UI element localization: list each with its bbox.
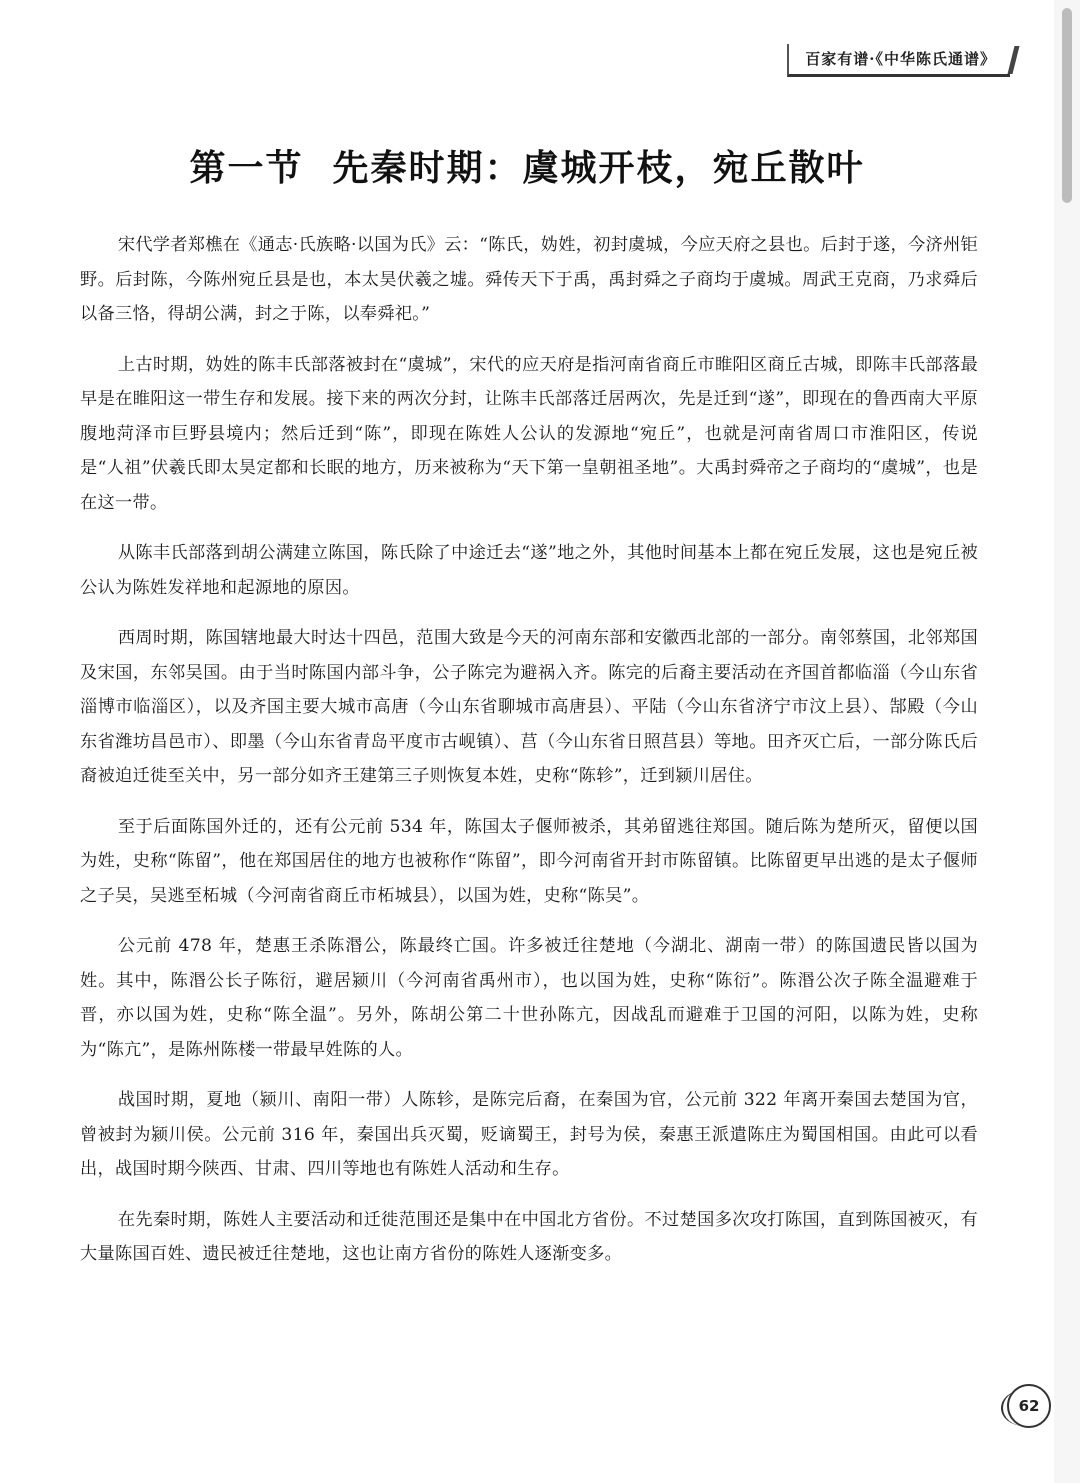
paragraph: 战国时期，夏地（颍川、南阳一带）人陈轸，是陈完后裔，在秦国为官，公元前 322 年离开秦国去楚国为官，曾被封为颍川侯。公元前 316 年，秦国出兵灭蜀，贬谪蜀王，封号为侯，秦惠王派遣陈庄为蜀国相国。由此可以看出，战国时期今陕西、甘肃、四川等地也有陈姓人活动和生存。	[80, 1090, 978, 1179]
section-title: 第一节 先秦时期：虞城开枝，宛丘散叶	[189, 147, 865, 189]
scrollbar-thumb[interactable]	[1062, 8, 1072, 203]
paragraph: 从陈丰氏部落到胡公满建立陈国，陈氏除了中途迁去“遂”地之外，其他时间基本上都在宛丘发展，这也是宛丘被公认为陈姓发祥地和起源地的原因。	[80, 543, 978, 598]
paragraph: 在先秦时期，陈姓人主要活动和迁徙范围还是集中在中国北方省份。不过楚国多次攻打陈国，直到陈国被灭，有大量陈国百姓、遗民被迁往楚地，这也让南方省份的陈姓人逐渐变多。	[80, 1209, 978, 1264]
paragraph: 至于后面陈国外迁的，还有公元前 534 年，陈国太子偃师被杀，其弟留逃往郑国。随后陈为楚所灭，留便以国为姓，史称“陈留”，他在郑国居住的地方也被称作“陈留”，即今河南省开封市陈留镇。比陈留更早出逃的是太子偃师之子吴，吴逃至柘城（今河南省商丘市柘城县），以国为姓，史称“陈吴”。	[80, 816, 978, 906]
running-header	[787, 44, 1010, 76]
paragraph: 西周时期，陈国辖地最大时达十四邑，范围大致是今天的河南东部和安徽西北部的一部分。南邻蔡国，北邻郑国及宋国，东邻吴国。由于当时陈国内部斗争，公子陈完为避祸入齐。陈完的后裔主要活动在齐国首都临淄（今山东省淄博市临淄区），以及齐国主要大城市高唐（今山东省聊城市高唐县）、平陆（今山东省济宁市汶上县）、郜殿（今山东省潍坊昌邑市）、即墨（今山东省青岛平度市古岘镇）、莒（今山东省日照莒县）等地。田齐灭亡后，一部分陈氏后裔被迫迁徙至关中，另一部分如齐王建第三子则恢复本姓，史称“陈轸”，迁到颍川居住。	[80, 628, 978, 786]
paragraph: 上古时期，妫姓的陈丰氏部落被封在“虞城”，宋代的应天府是指河南省商丘市睢阳区商丘古城，即陈丰氏部落最早是在睢阳这一带生存和发展。接下来的两次分封，让陈丰氏部落迁居两次，先是迁到“遂”，即现在的鲁西南大平原腹地菏泽市巨野县境内；然后迁到“陈”，即现在陈姓人公认的发源地“宛丘”，也就是河南省周口市淮阳区，传说是“人祖”伏羲氏即太昊定都和长眠的地方，历来被称为“天下第一皇朝祖圣地”。大禹封舜帝之子商均的“虞城”，也是在这一带。	[80, 354, 978, 513]
scrollbar[interactable]	[1054, 0, 1080, 1483]
page-number: 62	[1018, 1397, 1040, 1415]
body-text	[80, 228, 978, 1288]
paragraph: 公元前 478 年，楚惠王杀陈湣公，陈最终亡国。许多被迁往楚地（今湖北、湖南一带）的陈国遗民皆以国为姓。其中，陈湣公长子陈衍，避居颍川（今河南省禹州市），也以国为姓，史称“陈衍”。陈湣公次子陈全温避难于晋，亦以国为姓，史称“陈全温”。另外，陈胡公第二十世孙陈亢，因战乱而避难于卫国的河阳，以陈为姓，史称为“陈亢”，是陈州陈楼一带最早姓陈的人。	[80, 936, 978, 1060]
running-header-title: 百家有谱·《中华陈氏通谱》	[787, 44, 1010, 77]
paragraph: 宋代学者郑樵在《通志·氏族略·以国为氏》云：“陈氏，妫姓，初封虞城，今应天府之县也。后封于遂，今济州钜野。后封陈，今陈州宛丘县是也，本太昊伏羲之墟。舜传天下于禹，禹封舜之子商均于虞城。周武王克商，乃求舜后以备三恪，得胡公满，封之于陈，以奉舜祀。”	[80, 235, 978, 324]
page-number-badge	[1007, 1384, 1051, 1428]
